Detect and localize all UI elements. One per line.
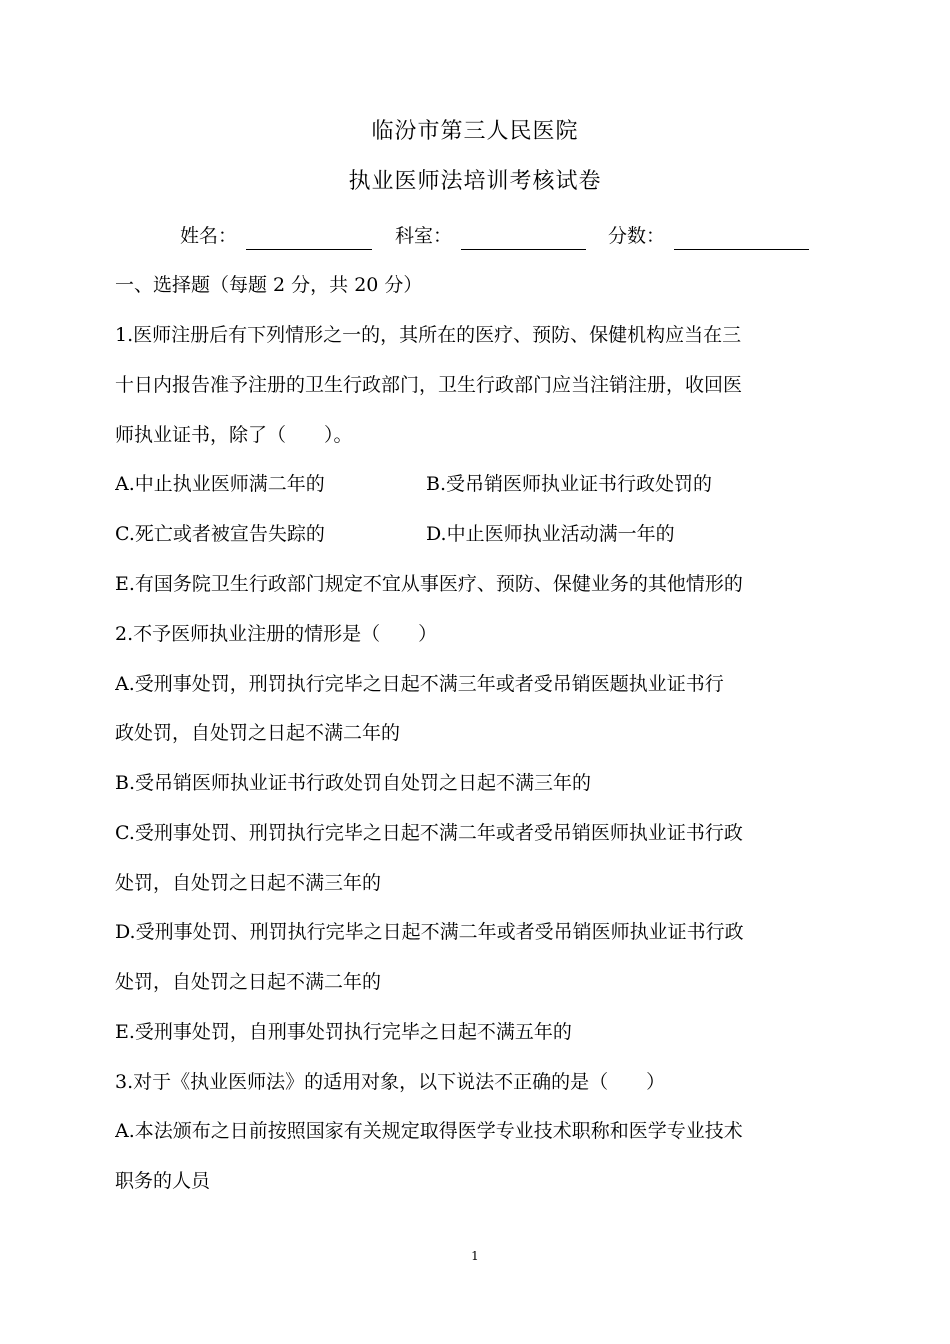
question-2-option-a-line-1: A.受刑事处罚，刑罚执行完毕之日起不满三年或者受吊销医题执业证书行 bbox=[115, 673, 724, 695]
question-1-options-cd bbox=[115, 517, 860, 551]
question-2-option-e: E.受刑事处罚，自刑事处罚执行完毕之日起不满五年的 bbox=[115, 1021, 572, 1043]
exam-title: 执业医师法培训考核试卷 bbox=[348, 169, 602, 194]
question-1-option-c: C.死亡或者被宣告失踪的 bbox=[115, 523, 325, 545]
question-2-option-b: B.受吊销医师执业证书行政处罚自处罚之日起不满三年的 bbox=[115, 772, 592, 794]
question-1-stem-line-2: 十日内报告准予注册的卫生行政部门，卫生行政部门应当注销注册，收回医 bbox=[115, 374, 743, 396]
score-blank-line[interactable] bbox=[674, 249, 809, 250]
question-2-option-d-line-1: D.受刑事处罚、刑罚执行完毕之日起不满二年或者受吊销医师执业证书行政 bbox=[115, 921, 744, 943]
question-1-option-b: B.受吊销医师执业证书行政处罚的 bbox=[426, 473, 713, 495]
page-number: 1 bbox=[471, 1249, 479, 1263]
question-1-options-ab bbox=[115, 467, 860, 501]
question-3-option-a-line-1: A.本法颁布之日前按照国家有关规定取得医学专业技术职称和医学专业技术 bbox=[115, 1120, 743, 1142]
question-1-stem-line-1: 1.医师注册后有下列情形之一的，其所在的医疗、预防、保健机构应当在三 bbox=[115, 324, 742, 346]
question-1-option-e: E.有国务院卫生行政部门规定不宜从事医疗、预防、保健业务的其他情形的 bbox=[115, 573, 743, 595]
question-1-stem-line-3: 师执业证书，除了（ ）。 bbox=[115, 424, 353, 446]
question-3-stem: 3.对于《执业医师法》的适用对象，以下说法不正确的是（ ） bbox=[115, 1071, 666, 1093]
department-label: 科室： bbox=[395, 225, 453, 247]
department-blank-line[interactable] bbox=[461, 249, 586, 250]
question-1-option-d: D.中止医师执业活动满一年的 bbox=[426, 523, 675, 545]
hospital-title: 临汾市第三人民医院 bbox=[371, 119, 579, 144]
name-label: 姓名： bbox=[180, 225, 238, 247]
question-2-option-a-line-2: 政处罚，自处罚之日起不满二年的 bbox=[115, 722, 401, 744]
name-blank-line[interactable] bbox=[246, 249, 372, 250]
question-2-option-c-line-1: C.受刑事处罚、刑罚执行完毕之日起不满二年或者受吊销医师执业证书行政 bbox=[115, 822, 743, 844]
question-1-option-a: A.中止执业医师满二年的 bbox=[115, 473, 325, 495]
question-3-option-a-line-2: 职务的人员 bbox=[115, 1170, 211, 1192]
question-2-stem: 2.不予医师执业注册的情形是（ ） bbox=[115, 623, 438, 645]
score-label: 分数： bbox=[608, 225, 666, 247]
section-heading: 一、选择题（每题 2 分，共 20 分） bbox=[115, 274, 423, 296]
question-2-option-c-line-2: 处罚，自处罚之日起不满三年的 bbox=[115, 872, 382, 894]
question-2-option-d-line-2: 处罚，自处罚之日起不满二年的 bbox=[115, 971, 382, 993]
